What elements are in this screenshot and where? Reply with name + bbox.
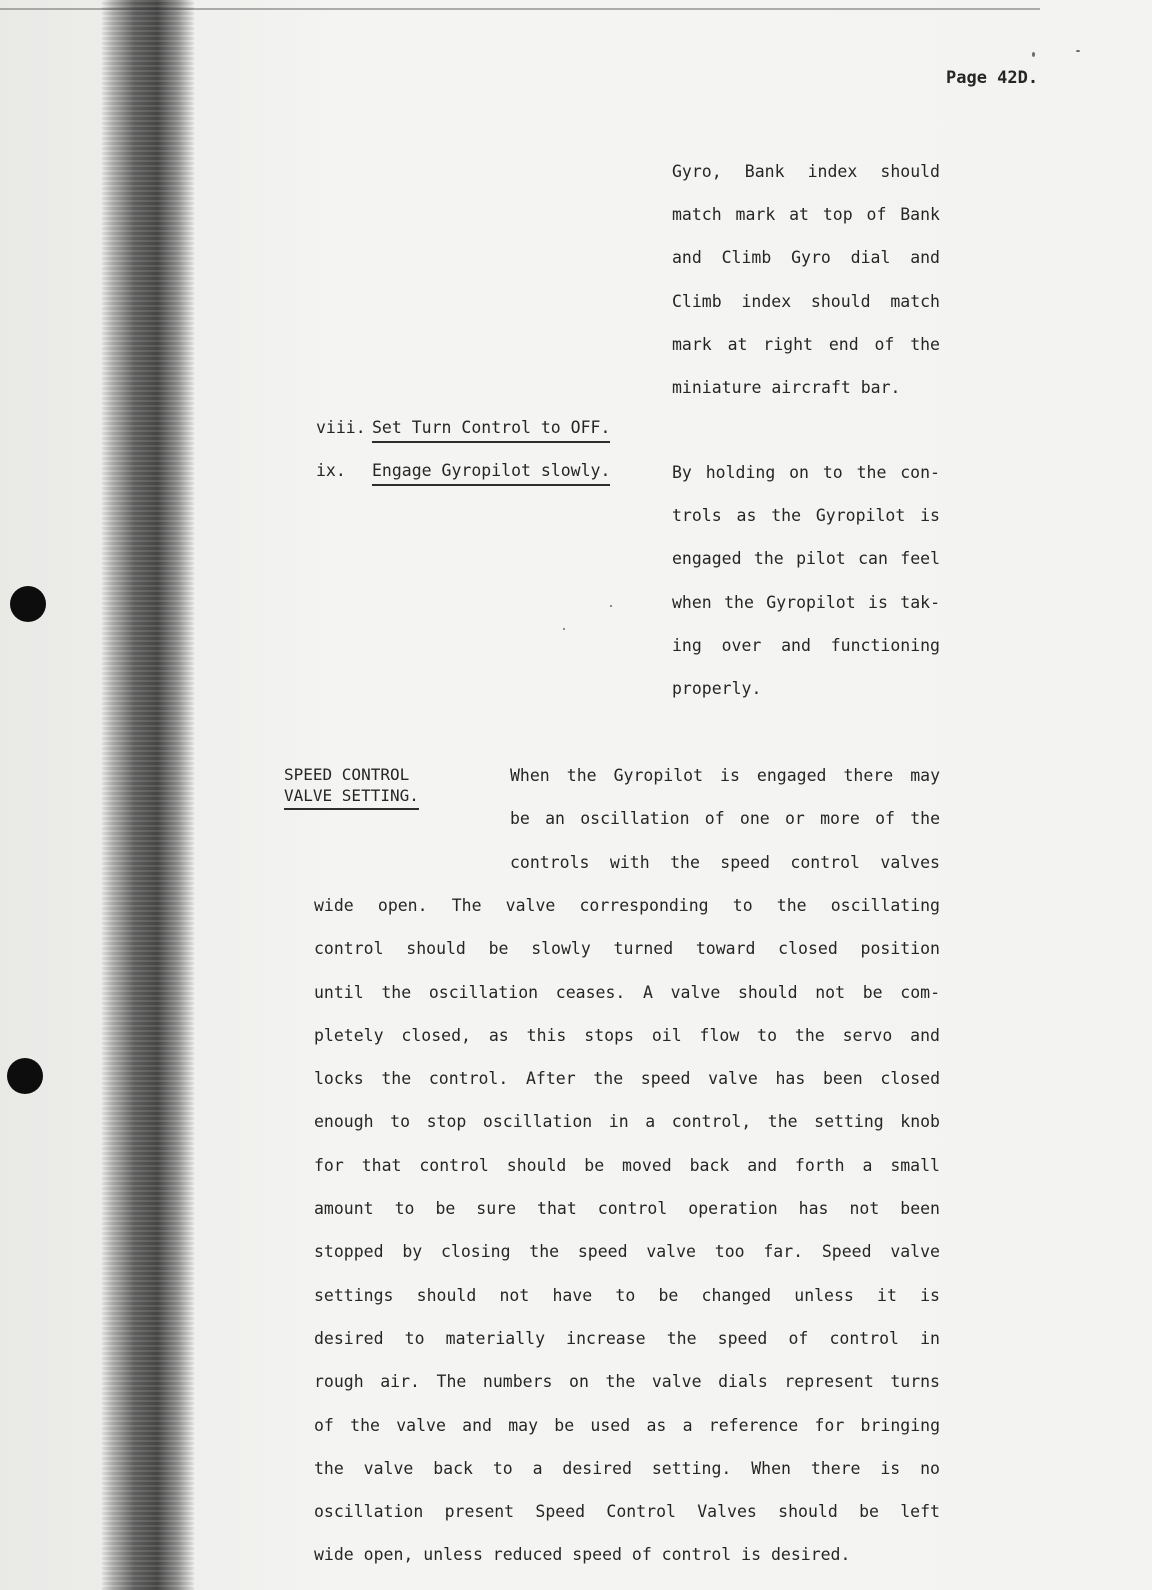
note-line: properly.	[672, 678, 762, 698]
paragraph-line: When the Gyropilot is engaged there may	[510, 766, 940, 785]
paragraph-line: until the oscillation ceases. A valve should not be com-	[314, 982, 940, 1002]
gyro-index-note	[672, 162, 940, 421]
section-heading	[284, 764, 419, 810]
paper-speck	[610, 605, 612, 607]
page-number: Page 42D.	[946, 68, 1039, 88]
note-line: when the Gyropilot is tak-	[672, 592, 940, 612]
paragraph-line: amount to be sure that control operation has not been	[314, 1199, 940, 1219]
paragraph-line: stopped by closing the speed valve too far. Speed valve	[314, 1242, 940, 1262]
section-intro	[510, 766, 940, 896]
paragraph-line: settings should not have to be changed unless it is	[314, 1285, 940, 1305]
note-line: and Climb Gyro dial and	[672, 248, 940, 268]
paragraph-line: the valve back to a desired setting. When there is no	[314, 1458, 940, 1478]
paragraph-line: rough air. The numbers on the valve dials represent turns	[314, 1372, 940, 1392]
step-title: Set Turn Control to OFF.	[372, 418, 610, 443]
note-line: Gyro, Bank index should	[672, 162, 940, 181]
paragraph-line: oscillation present Speed Control Valves should be left	[314, 1502, 940, 1522]
note-line: ing over and functioning	[672, 635, 940, 655]
step-number: ix.	[316, 461, 346, 480]
section-body	[314, 896, 940, 1589]
paper-speck	[563, 628, 565, 630]
paragraph-line: wide open, unless reduced speed of control is desired.	[314, 1545, 851, 1565]
note-line: By holding on to the con-	[672, 463, 940, 482]
paragraph-line: be an oscillation of one or more of the	[510, 809, 940, 829]
heading-line: VALVE SETTING.	[284, 786, 419, 805]
paragraph-line: of the valve and may be used as a reference for bringing	[314, 1415, 940, 1435]
binding-shadow	[102, 0, 194, 1590]
paragraph-line: desired to materially increase the speed of control in	[314, 1328, 940, 1348]
punch-hole-lower	[7, 1058, 43, 1094]
note-line: mark at right end of the	[672, 334, 940, 354]
step-number: viii.	[316, 418, 366, 437]
note-line: match mark at top of Bank	[672, 205, 940, 225]
paragraph-line: pletely closed, as this stops oil flow to the servo and	[314, 1025, 940, 1045]
paper-speck	[1032, 52, 1035, 57]
punch-hole-upper	[10, 586, 46, 622]
note-line: engaged the pilot can feel	[672, 549, 940, 569]
paper-speck	[1076, 50, 1080, 52]
heading-line: SPEED CONTROL	[284, 765, 410, 784]
note-line: trols as the Gyropilot is	[672, 506, 940, 526]
paragraph-line: control should be slowly turned toward closed position	[314, 939, 940, 959]
step-title: Engage Gyropilot slowly.	[372, 461, 610, 486]
engage-note	[672, 463, 940, 722]
note-line: Climb index should match	[672, 291, 940, 311]
paragraph-line: enough to stop oscillation in a control, the setting knob	[314, 1112, 940, 1132]
note-line: miniature aircraft bar.	[672, 377, 901, 397]
paragraph-line: for that control should be moved back and forth a small	[314, 1155, 940, 1175]
paragraph-line: controls with the speed control valves	[510, 852, 940, 872]
paragraph-line: locks the control. After the speed valve has been closed	[314, 1069, 940, 1089]
paragraph-line: wide open. The valve corresponding to the oscillating	[314, 896, 940, 915]
